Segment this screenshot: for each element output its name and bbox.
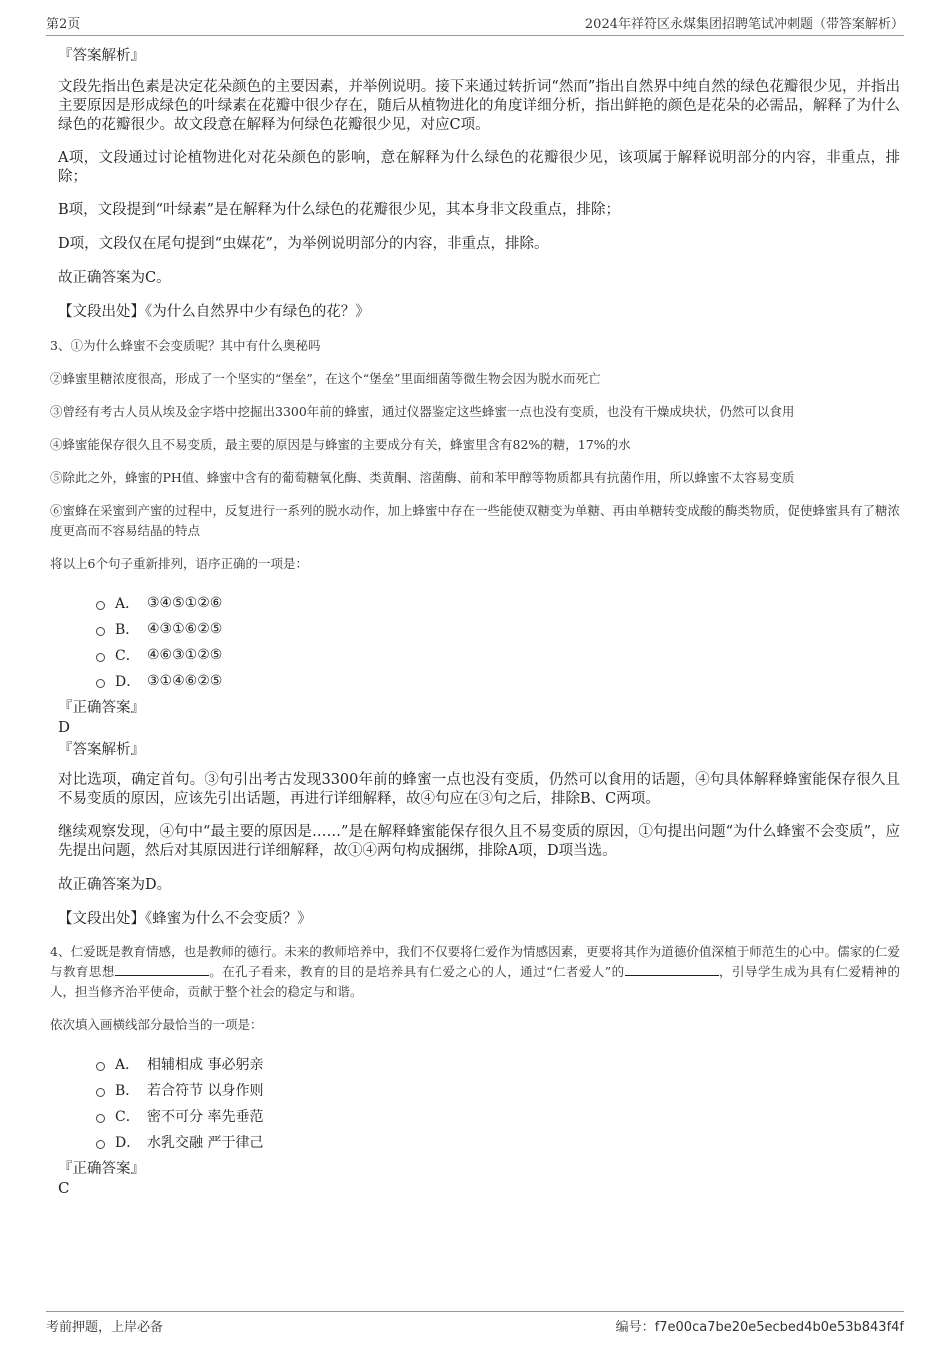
q3-options [96,590,900,694]
q3-prompt: 将以上6个句子重新排列，语序正确的一项是： [50,556,308,571]
q4-option-b[interactable]: B． 若合符节 以身作则 [96,1077,900,1103]
q4-answer-label: 『正确答案』 [58,1161,145,1177]
radio-icon[interactable] [96,1140,105,1149]
radio-icon[interactable] [96,679,105,688]
q4-option-d[interactable]: D． 水乳交融 严于律己 [96,1129,900,1155]
q3-analysis-paragraph: 继续观察发现，④句中“最主要的原因是……”是在解释蜂蜜能保存很久且不易变质的原因，①句提出问题“为什么蜂蜜不会变质”，应先提出问题，然后对其原因进行详细解释，故①④两句构成捆绑，排除A项，D项当选。 [58,824,900,859]
q4-answer: C [58,1179,70,1197]
page-content [50,40,900,1197]
footer-code: 编号：f7e00ca7be20e5ecbed4b0e53b843f4f [615,1320,904,1335]
q3-sentence: 3、①为什么蜂蜜不会变质呢？其中有什么奥秘吗 [50,338,321,353]
q3-option-d[interactable]: D． ③①④⑥②⑤ [96,668,900,694]
radio-icon[interactable] [96,1114,105,1123]
q2-conclusion: 故正确答案为C。 [58,270,171,286]
radio-icon[interactable] [96,1088,105,1097]
question-3 [50,336,900,929]
q3-option-a[interactable]: A． ③④⑤①②⑥ [96,590,900,616]
q2-source: 【文段出处】《为什么自然界中少有绿色的花？》 [58,304,370,320]
q3-answer: D [58,718,71,736]
q2-analysis-paragraph: B项，文段提到“叶绿素”是在解释为什么绿色的花瓣很少见，其本身非文段重点，排除； [58,202,620,218]
q2-analysis-paragraph: A项，文段通过讨论植物进化对花朵颜色的影响，意在解释为什么绿色的花瓣很少见，该项属于解释说明部分的内容，非重点，排除； [58,150,900,185]
page-footer [46,1311,904,1335]
fill-blank [115,963,209,976]
q4-option-a[interactable]: A． 相辅相成 事必躬亲 [96,1051,900,1077]
q3-analysis-paragraph: 对比选项，确定首句。③句引出考古发现3300年前的蜂蜜一点也没有变质，仍然可以食用的话题，④句具体解释蜂蜜能保存很久且不易变质的原因，应该先引出话题，再进行详细解释，故④句应在③句之后，排除B、C两项。 [58,772,900,807]
footer-slogan: 考前押题，上岸必备 [46,1320,164,1335]
q4-options [96,1051,900,1155]
q3-conclusion: 故正确答案为D。 [58,877,172,893]
q3-analysis-label: 『答案解析』 [58,742,145,758]
q3-sentence: ③曾经有考古人员从埃及金字塔中挖掘出3300年前的蜂蜜，通过仪器鉴定这些蜂蜜一点也没有变质，也没有干燥成块状，仍然可以食用 [50,404,795,419]
radio-icon[interactable] [96,627,105,636]
radio-icon[interactable] [96,601,105,610]
q3-option-c[interactable]: C． ④⑥③①②⑤ [96,642,900,668]
page-header [46,12,904,36]
q2-analysis-label: 『答案解析』 [58,48,145,64]
q3-sentence: ④蜂蜜能保存很久且不易变质，最主要的原因是与蜂蜜的主要成分有关，蜂蜜里含有82%的糖，17%的水 [50,437,631,452]
radio-icon[interactable] [96,653,105,662]
radio-icon[interactable] [96,1062,105,1071]
q2-analysis-paragraph: D项，文段仅在尾句提到“虫媒花”，为举例说明部分的内容，非重点，排除。 [58,236,549,252]
q4-stem: 4、仁爱既是教育情感，也是教师的德行。未来的教师培养中，我们不仅要将仁爱作为情感因素，更要将其作为道德价值深植于师范生的心中。儒家的仁爱与教育思想 。在孔子看来，教育的目的是培养具有仁爱之心的人，通过“仁者爱人”的 ，引导学生成为具有仁爱精神的人，担当修齐治平使命，贡献于整个社会的稳定与和谐。 [50,944,900,999]
q4-option-c[interactable]: C． 密不可分 率先垂范 [96,1103,900,1129]
q3-option-b[interactable]: B． ④③①⑥②⑤ [96,616,900,642]
fill-blank [625,963,719,976]
q2-analysis-paragraph: 文段先指出色素是决定花朵颜色的主要因素，并举例说明。接下来通过转折词“然而”指出自然界中纯自然的绿色花瓣很少见，并指出主要原因是形成绿色的叶绿素在花瓣中很少存在，随后从植物进化的角度详细分析，指出鲜艳的颜色是花朵的必需品，解释了为什么绿色的花瓣很少。故文段意在解释为何绿色花瓣很少见，对应C项。 [58,79,900,133]
q3-sentence: ②蜂蜜里糖浓度很高，形成了一个坚实的“堡垒”，在这个“堡垒”里面细菌等微生物会因为脱水而死亡 [50,371,601,386]
page-number: 第2页 [46,17,81,32]
question-4 [50,942,900,1197]
q3-sentence: ⑥蜜蜂在采蜜到产蜜的过程中，反复进行一系列的脱水动作，加上蜂蜜中存在一些能使双糖变为单糖、再由单糖转变成酸的酶类物质，促使蜂蜜具有了糖浓度更高而不容易结晶的特点 [50,503,901,538]
q3-source: 【文段出处】《蜂蜜为什么不会变质？》 [58,911,312,927]
q3-answer-label: 『正确答案』 [58,700,145,716]
q4-prompt: 依次填入画横线部分最恰当的一项是： [50,1017,263,1032]
document-title: 2024年祥符区永煤集团招聘笔试冲刺题（带答案解析） [584,17,904,32]
q3-sentence: ⑤除此之外，蜂蜜的PH值、蜂蜜中含有的葡萄糖氧化酶、类黄酮、溶菌酶、前和苯甲醇等物质都具有抗菌作用，所以蜂蜜不太容易变质 [50,470,795,485]
